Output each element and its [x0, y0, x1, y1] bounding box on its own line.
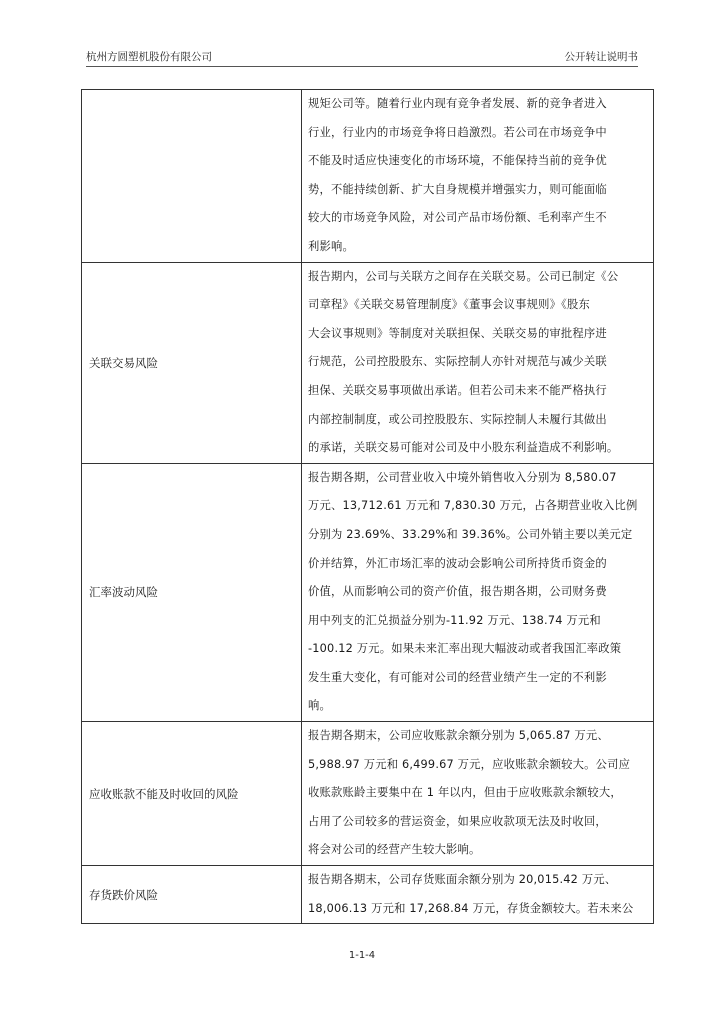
risk-description	[302, 262, 654, 463]
description-line: -100.12 万元。如果未来汇率出现大幅波动或者我国汇率政策	[308, 642, 622, 656]
risk-description	[302, 463, 654, 721]
risk-name	[82, 90, 302, 263]
risk-row	[82, 463, 654, 721]
risk-row	[82, 866, 654, 924]
description-line: 将会对公司的经营产生较大影响。	[308, 843, 481, 857]
header-divider	[86, 66, 638, 67]
description-line: 收账款账龄主要集中在 1 年以内，但由于应收账款余额较大，	[308, 786, 622, 800]
description-line: 报告期各期，公司营业收入中境外销售收入分别为 8,580.07	[308, 470, 617, 484]
description-line: 5,988.97 万元和 6,499.67 万元，应收账款余额较大。公司应	[308, 757, 631, 771]
description-line: 行业，行业内的市场竞争将日趋激烈。若公司在市场竞争中	[308, 125, 607, 139]
description-line: 较大的市场竞争风险，对公司产品市场份额、毛利率产生不	[308, 211, 607, 225]
risk-description	[302, 90, 654, 263]
risk-name: 应收账款不能及时收回的风险	[82, 722, 302, 866]
description-line: 占用了公司较多的营运资金，如果应收款项无法及时收回，	[308, 814, 607, 828]
risk-row	[82, 722, 654, 866]
risk-row	[82, 262, 654, 463]
description-line: 万元、13,712.61 万元和 7,830.30 万元，占各期营业收入比例	[308, 499, 638, 513]
page-number: 1-1-4	[348, 950, 376, 961]
document-title: 公开转让说明书	[564, 51, 638, 63]
description-line: 价值，从而影响公司的资产价值，报告期各期，公司财务费	[308, 585, 607, 599]
risk-name: 汇率波动风险	[82, 463, 302, 721]
risk-name: 关联交易风险	[82, 262, 302, 463]
description-line: 内部控制制度，或公司控股股东、实际控制人未履行其做出	[308, 412, 607, 426]
description-line: 报告期各期末，公司存货账面余额分别为 20,015.42 万元、	[308, 873, 617, 887]
description-line: 用中列支的汇兑损益分别为-11.92 万元、138.74 万元和	[308, 613, 601, 627]
risk-description	[302, 722, 654, 866]
description-line: 不能及时适应快速变化的市场环境，不能保持当前的竞争优	[308, 154, 607, 168]
description-line: 的承诺，关联交易可能对公司及中小股东利益造成不利影响。	[308, 441, 619, 455]
description-line: 司章程》《关联交易管理制度》《董事会议事规则》《股东	[308, 298, 590, 312]
description-line: 势，不能持续创新、扩大自身规模并增强实力，则可能面临	[308, 182, 607, 196]
risk-name: 存货跌价风险	[82, 866, 302, 924]
description-line: 利影响。	[308, 239, 354, 253]
risk-row	[82, 90, 654, 263]
description-line: 报告期内，公司与关联方之间存在关联交易。公司已制定《公	[308, 269, 619, 283]
description-line: 规矩公司等。随着行业内现有竞争者发展、新的竞争者进入	[308, 97, 607, 110]
description-line: 价并结算，外汇市场汇率的波动会影响公司所持货币资金的	[308, 556, 607, 570]
risk-table	[81, 89, 654, 924]
description-line: 报告期各期末，公司应收账款余额分别为 5,065.87 万元、	[308, 729, 609, 743]
description-line: 响。	[308, 699, 331, 713]
description-line: 大会议事规则》等制度对关联担保、关联交易的审批程序进	[308, 326, 607, 340]
company-name: 杭州方圆塑机股份有限公司	[86, 51, 212, 63]
risk-description	[302, 866, 654, 924]
description-line: 分别为 23.69%、33.29%和 39.36%。公司外销主要以美元定	[308, 527, 633, 541]
description-line: 行规范，公司控股股东、实际控制人亦针对规范与减少关联	[308, 355, 607, 369]
description-line: 18,006.13 万元和 17,268.84 万元，存货金额较大。若未来公	[308, 901, 634, 915]
description-line: 发生重大变化，有可能对公司的经营业绩产生一定的不利影	[308, 670, 607, 684]
description-line: 担保、关联交易事项做出承诺。但若公司未来不能严格执行	[308, 383, 607, 397]
